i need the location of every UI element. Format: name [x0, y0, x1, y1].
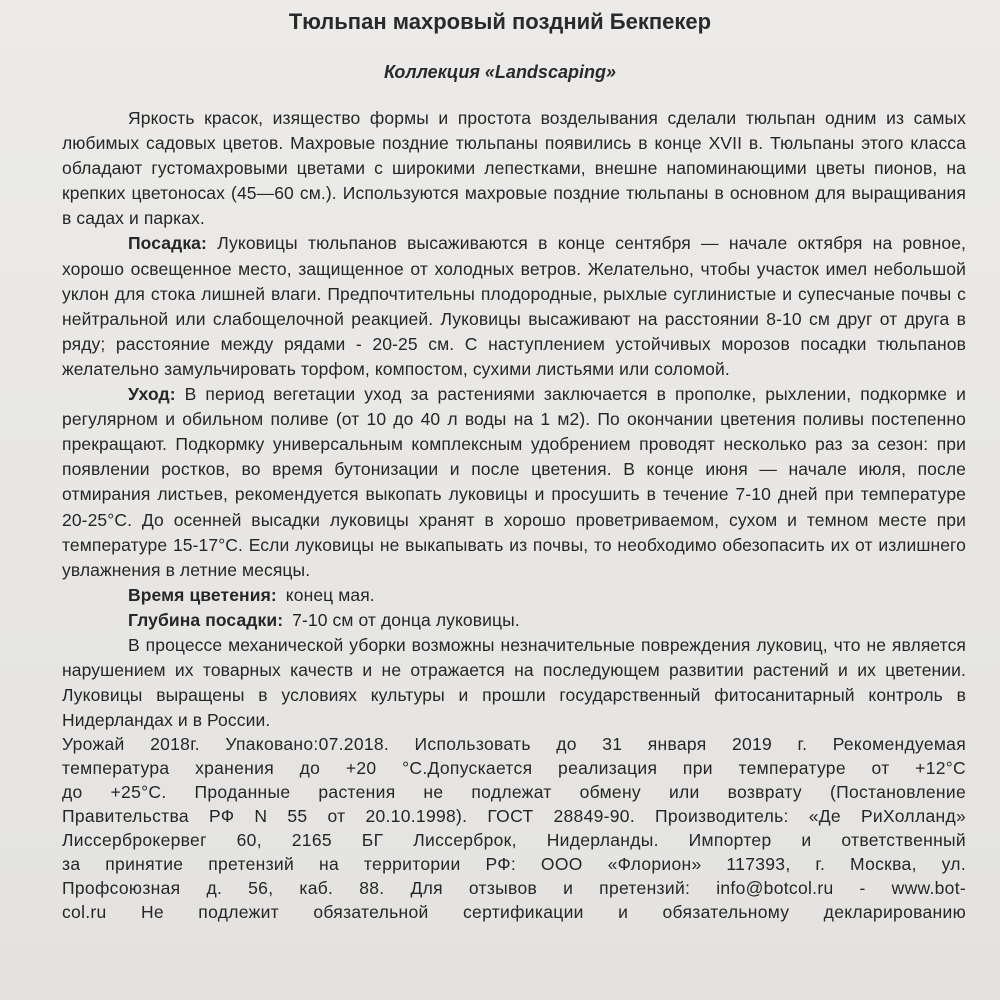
bloom-time-line	[62, 583, 966, 608]
planting-paragraph	[62, 231, 966, 382]
care-text: В период вегетации уход за растениями заключается в прополке, рыхлении, подкормке и регулярном и обильном поливе (от 10 до 40 л воды на 1 м2). По окончании цветения поливы постепенно прекращают. Подкормку универсальным комплексным удобрением проводят несколько раз за сезон: при появлении ростков, во время бутонизации и после цветения. В конце июня — начале июля, после отмирания листьев, рекомендуется выкопать луковицы и просушить в течение 7-10 дней при температуре 20-25°С. До осенней высадки луковицы хранят в хорошо проветриваемом, сухом и темном месте при температуре 15-17°С. Если луковицы не выкапывать из почвы, то необходимо обезопасить их от излишнего увлажнения в летние месяцы.	[62, 384, 966, 580]
planting-text: Луковицы тюльпанов высаживаются в конце сентября — начале октября на ровное, хорошо освещенное место, защищенное от холодных ветров. Желательно, чтобы участок имел небольшой уклон для стока лишней влаги. Предпочтительны плодородные, рыхлые суглинистые и супесчаные почвы с нейтральной или слабощелочной реакцией. Луковицы высаживают на расстоянии 8-10 см друг от друга в ряду; расстояние между рядами - 20-25 см. С наступлением устойчивых морозов посадки тюльпанов желательно замульчировать торфом, компостом, сухими листьями или соломой.	[62, 233, 966, 379]
planting-label: Посадка:	[128, 233, 207, 254]
care-label: Уход:	[128, 384, 176, 405]
bloom-time-label: Время цветения:	[128, 584, 277, 605]
legal-footer	[62, 733, 966, 924]
description-body	[62, 106, 966, 925]
planting-depth-line	[62, 608, 966, 633]
footer-line: Лиссерброкервег 60, 2165 БГ Лиссерброк, Нидерланды. Импортер и ответственный	[62, 829, 966, 850]
page-title: Тюльпан махровый поздний Бекпекер	[288, 9, 712, 34]
planting-depth-value: 7-10 см от донца луковицы.	[292, 609, 520, 630]
collection-subtitle: Коллекция «Landscaping»	[384, 62, 616, 82]
footer-line: col.ru Не подлежит обязательной сертификации и обязательному декларированию	[62, 901, 966, 922]
intro-paragraph: Яркость красок, изящество формы и простота возделывания сделали тюльпан одним из самых любимых садовых цветов. Махровые поздние тюльпаны появились в конце XVII в. Тюльпаны этого класса обладают густомахровыми цветами с широкими лепестками, внешне напоминающими цветы пионов, на крепких цветоносах (45—60 см.). Используются махровые поздние тюльпаны в основном для выращивания в садах и парках.	[62, 108, 966, 229]
footer-line: за принятие претензий на территории РФ: ООО «Флорион» 117393, г. Москва, ул.	[62, 853, 966, 874]
footer-line: Правительства РФ N 55 от 20.10.1998). ГОСТ 28849-90. Производитель: «Де РиХолланд»	[62, 806, 966, 827]
footer-line: температура хранения до +20 °С.Допускается реализация при температуре от +12°С	[62, 758, 966, 779]
footer-line: до +25°С. Проданные растения не подлежат обмену или возврату (Постановление	[62, 782, 966, 803]
bloom-time-value: конец мая.	[285, 584, 375, 605]
care-paragraph	[62, 382, 966, 583]
footer-line: Урожай 2018г. Упаковано:07.2018. Использовать до 31 января 2019 г. Рекомендуемая	[62, 734, 966, 755]
footer-line: Профсоюзная д. 56, каб. 88. Для отзывов и претензий: info@botcol.ru - www.bot-	[62, 877, 966, 898]
planting-depth-label: Глубина посадки:	[128, 609, 284, 630]
damage-note-paragraph: В процессе механической уборки возможны незначительные повреждения луковиц, что не является нарушением их товарных качеств и не отражается на последующем развитии растений и их цветении. Луковицы выращены в условиях культуры и прошли государственный фитосанитарный контроль в Нидерландах и в России.	[62, 634, 966, 731]
